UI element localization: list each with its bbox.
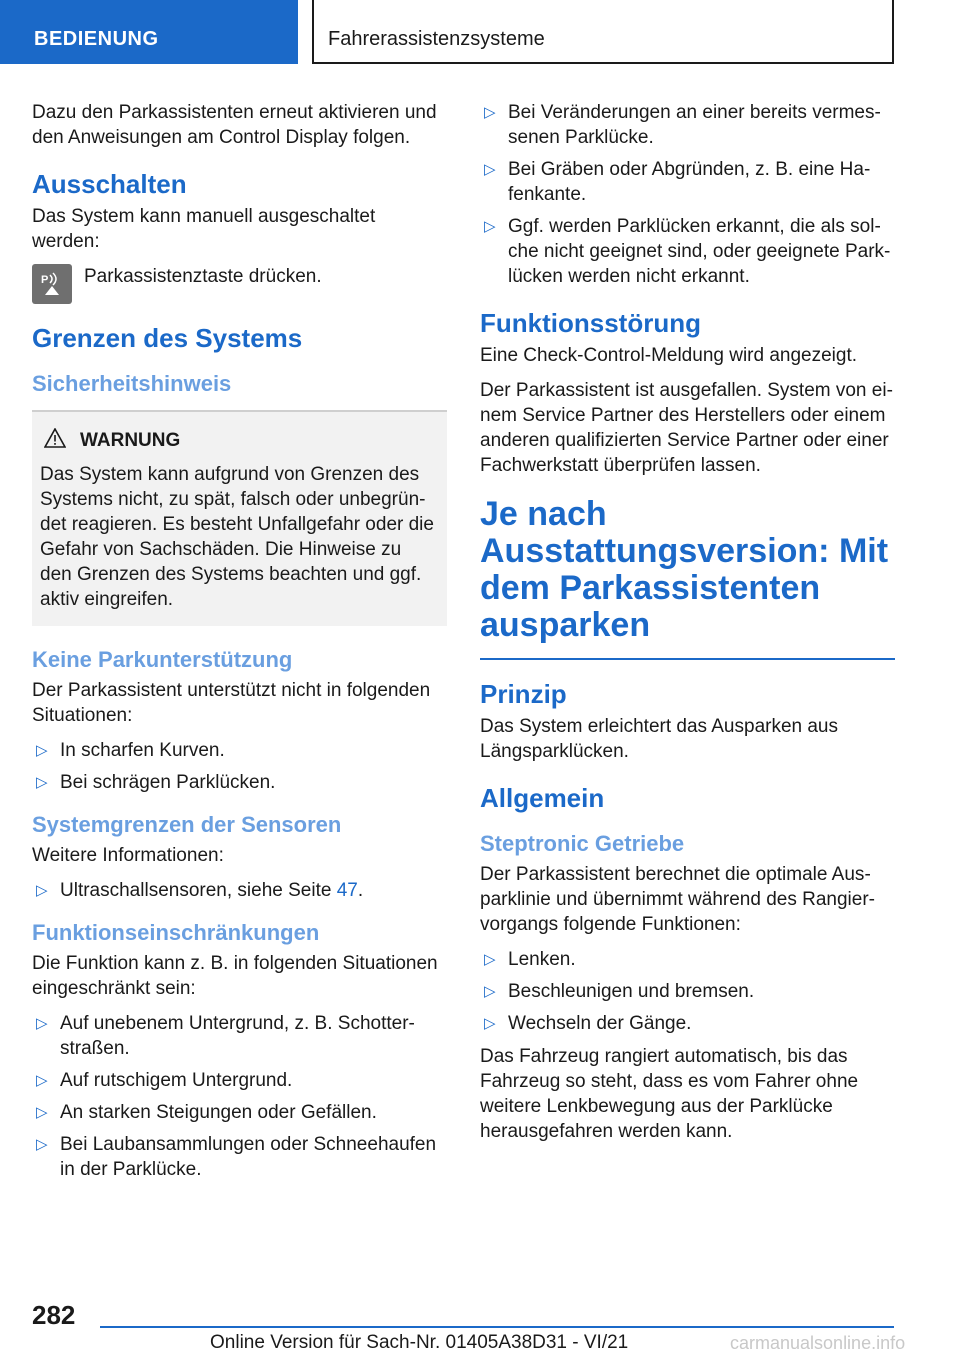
list-item: ▷ Bei Laubansammlungen oder Schneehaufen in der Parklücke.: [36, 1134, 437, 1180]
page-link[interactable]: 47: [336, 880, 358, 901]
watermark: carmanualsonline.info: [730, 1333, 906, 1353]
list-item: ▷ An starken Steigungen oder Gefällen.: [36, 1102, 377, 1123]
intro-paragraph: Dazu den Parkassistenten erneut aktivieren und den Anweisungen am Control Display folgen.: [32, 102, 437, 148]
heading-systemgrenzen-sensoren: Systemgrenzen der Sensoren: [32, 812, 342, 837]
bullet-triangle-icon: ▷: [36, 774, 48, 791]
heading-steptronic: Steptronic Getriebe: [480, 831, 685, 856]
funktion-text: Die Funktion kann z. B. in folgenden Situationen eingeschränkt sein:: [32, 953, 438, 999]
list-item: ▷ Auf unebenem Untergrund, z. B. Schotterstraßen.: [36, 1013, 415, 1059]
chapter-label: Fahrerassistenzsysteme: [328, 28, 545, 50]
heading-keine-parkunterstuetzung: Keine Parkunterstützung: [32, 647, 293, 672]
sensor-list: [32, 878, 447, 903]
chapter-title: Je nach Ausstattungsversion: Mit dem Parkassistenten ausparken: [480, 495, 889, 644]
list-item: ▷ Auf rutschigem Untergrund.: [36, 1070, 293, 1091]
bullet-triangle-icon: ▷: [36, 882, 48, 899]
steptronic-list: [480, 947, 895, 1036]
list-item: ▷ Ggf. werden Parklücken erkannt, die als solche nicht geeignet sind, oder geeignete Parklücken werden nicht erkannt.: [484, 216, 891, 287]
bullet-triangle-icon: ▷: [36, 1136, 48, 1153]
warning-label: WARNUNG: [80, 430, 181, 451]
list-item: ▷ Wechseln der Gänge.: [484, 1013, 692, 1034]
list-item: ▷ Beschleunigen und bremsen.: [484, 981, 755, 1002]
list-item: ▷ Ultraschallsensoren, siehe Seite 47.: [36, 880, 364, 901]
heading-funktionsstoerung: Funktionsstörung: [480, 308, 701, 338]
warning-header: [40, 428, 437, 454]
stoerung-text-2: Der Parkassistent ist ausgefallen. System von einem Service Partner des Herstellers oder einem anderen qualifizierten Service Partner oder einer Fachwerkstatt überprüfen lassen.: [480, 380, 893, 476]
warning-box: [32, 410, 447, 626]
heading-prinzip: Prinzip: [480, 679, 567, 709]
warning-text: Das System kann aufgrund von Grenzen des Systems nicht, zu spät, falsch oder unbegründet reagieren. Es besteht Unfallgefahr oder die Gefahr von Sachschäden. Die Hinweise zu den Grenzen des Systems beachten und ggf. aktiv eingreifen.: [40, 464, 434, 610]
bullet-triangle-icon: ▷: [484, 1015, 496, 1032]
heading-funktionseinschraenkungen: Funktionseinschränkungen: [32, 920, 320, 945]
bullet-triangle-icon: ▷: [36, 1015, 48, 1032]
bullet-triangle-icon: ▷: [484, 104, 496, 121]
keine-list: [32, 738, 447, 795]
warning-triangle-icon: [44, 428, 66, 454]
bullet-triangle-icon: ▷: [484, 951, 496, 968]
bullet-triangle-icon: ▷: [484, 218, 496, 235]
sensor-text: Weitere Informationen:: [32, 845, 224, 866]
button-instruction-text: Parkassistenztaste drücken.: [84, 266, 322, 287]
final-text: Das Fahrzeug rangiert automatisch, bis das Fahrzeug so steht, dass es vom Fahrer ohne weitere Lenkbewegung aus der Parklücke herausgefahren werden kann.: [480, 1046, 859, 1142]
section-tab: [0, 0, 298, 64]
section-label: BEDIENUNG: [34, 28, 159, 50]
footer-divider: [100, 1326, 894, 1328]
steptronic-text: Der Parkassistent berechnet die optimale Ausparklinie und übernimmt während des Rangiervorgangs folgende Funktionen:: [480, 864, 875, 935]
left-column: [32, 100, 447, 1190]
ausschalten-text: Das System kann manuell ausgeschaltet werden:: [32, 206, 376, 252]
button-instruction: [32, 264, 447, 304]
bullet-triangle-icon: ▷: [36, 1072, 48, 1089]
stoerung-text-1: Eine Check-Control-Meldung wird angezeigt.: [480, 345, 858, 366]
bullet-triangle-icon: ▷: [36, 1104, 48, 1121]
heading-ausschalten: Ausschalten: [32, 169, 187, 199]
prinzip-text: Das System erleichtert das Ausparken aus Längsparklücken.: [480, 716, 839, 762]
title-divider: [480, 658, 895, 660]
list-item: ▷ Lenken.: [484, 949, 576, 970]
heading-sicherheitshinweis: Sicherheitshinweis: [32, 371, 232, 396]
list-item: ▷ Bei schrägen Parklücken.: [36, 772, 276, 793]
right-column: [480, 100, 895, 1154]
heading-grenzen: Grenzen des Systems: [32, 323, 303, 353]
svg-text:P: P: [41, 274, 49, 286]
keine-text: Der Parkassistent unterstützt nicht in folgenden Situationen:: [32, 680, 431, 726]
continued-list: [480, 100, 895, 289]
list-item: ▷ Bei Veränderungen an einer bereits vermessenen Parklücke.: [484, 102, 881, 148]
bullet-triangle-icon: ▷: [484, 161, 496, 178]
park-assist-button-icon: [32, 264, 72, 304]
list-item: ▷ In scharfen Kurven.: [36, 740, 225, 761]
list-item: ▷ Bei Gräben oder Abgründen, z. B. eine Hafenkante.: [484, 159, 871, 205]
funktion-list: [32, 1011, 447, 1182]
chapter-tab: [312, 0, 894, 64]
bullet-triangle-icon: ▷: [484, 983, 496, 1000]
footer-online-version: Online Version für Sach-Nr. 01405A38D31 - VI/21: [210, 1332, 629, 1353]
bullet-triangle-icon: ▷: [36, 742, 48, 759]
heading-allgemein: Allgemein: [480, 783, 605, 813]
page-number: 282: [32, 1300, 76, 1330]
